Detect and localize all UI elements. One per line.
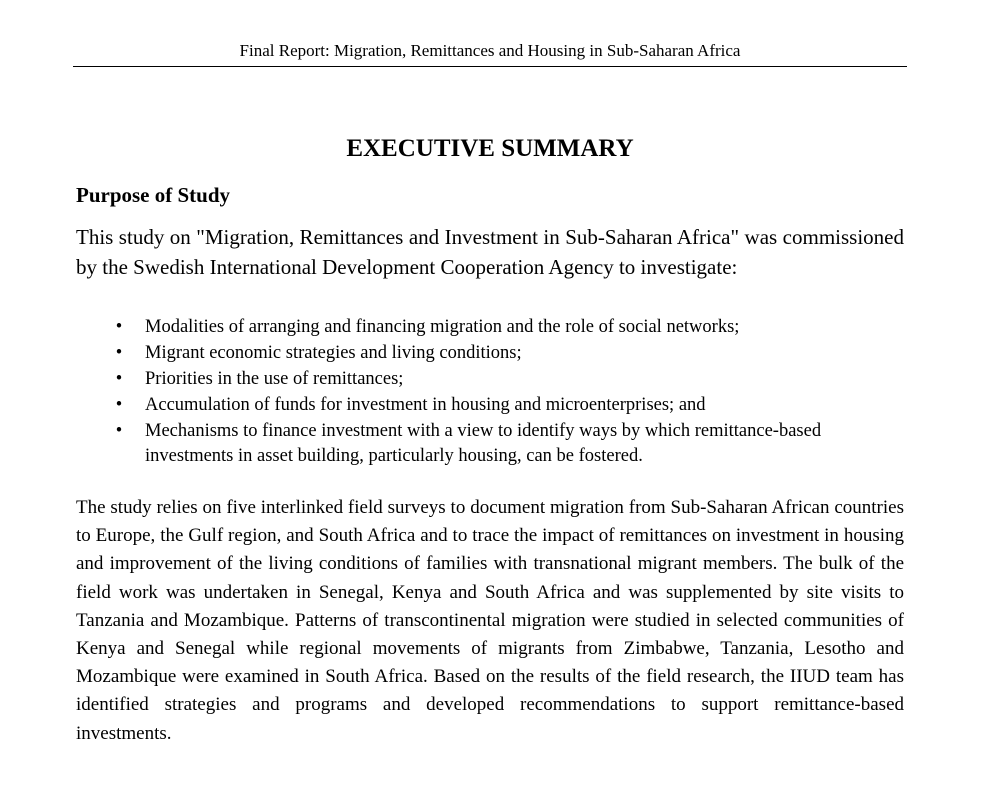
body-paragraph: The study relies on five interlinked field surveys to document migration from Sub-Saharan African countries to Europe, the Gulf region, and South Africa and to trace the impact of remittances on investment in housing and improvement of the living conditions of families with transnational migrant members. The bulk of the field work was undertaken in Senegal, Kenya and South Africa and was supplemented by site visits to Tanzania and Mozambique. Patterns of transcontinental migration were studied in selected communities of Kenya and Senegal while regional movements of migrants from Zimbabwe, Tanzania, Lesotho and Mozambique were examined in South Africa. Based on the results of the field research, the IIUD team has identified strategies and programs and developed recommendations to support remittance-based investments. bbox=[76, 497, 904, 744]
list-item-text: Priorities in the use of remittances; bbox=[145, 369, 404, 389]
bullet-icon: • bbox=[115, 317, 123, 337]
bullet-icon: • bbox=[115, 421, 123, 441]
bullet-icon: • bbox=[115, 395, 123, 415]
bullet-icon: • bbox=[115, 343, 123, 363]
section-heading: Purpose of Study bbox=[76, 183, 231, 207]
list-item bbox=[112, 419, 902, 469]
list-item bbox=[112, 367, 902, 392]
list-item-text: Modalities of arranging and financing migration and the role of social networks; bbox=[145, 317, 740, 337]
list-item bbox=[112, 393, 902, 418]
list-item bbox=[112, 341, 902, 366]
header-divider bbox=[73, 66, 907, 67]
intro-paragraph: This study on "Migration, Remittances and Investment in Sub-Saharan Africa" was commissioned by the Swedish International Development Cooperation Agency to investigate: bbox=[76, 225, 904, 279]
document-title: EXECUTIVE SUMMARY bbox=[346, 135, 634, 162]
running-header: Final Report: Migration, Remittances and Housing in Sub-Saharan Africa bbox=[239, 41, 741, 60]
list-item-text: Mechanisms to finance investment with a view to identify ways by which remittance-based investments in asset building, particularly housing, can be fostered. bbox=[145, 421, 822, 466]
list-item bbox=[112, 315, 902, 340]
list-item-text: Accumulation of funds for investment in housing and microenterprises; and bbox=[145, 395, 706, 415]
bullet-list bbox=[112, 315, 902, 470]
bullet-icon: • bbox=[115, 369, 123, 389]
list-item-text: Migrant economic strategies and living conditions; bbox=[145, 343, 522, 363]
